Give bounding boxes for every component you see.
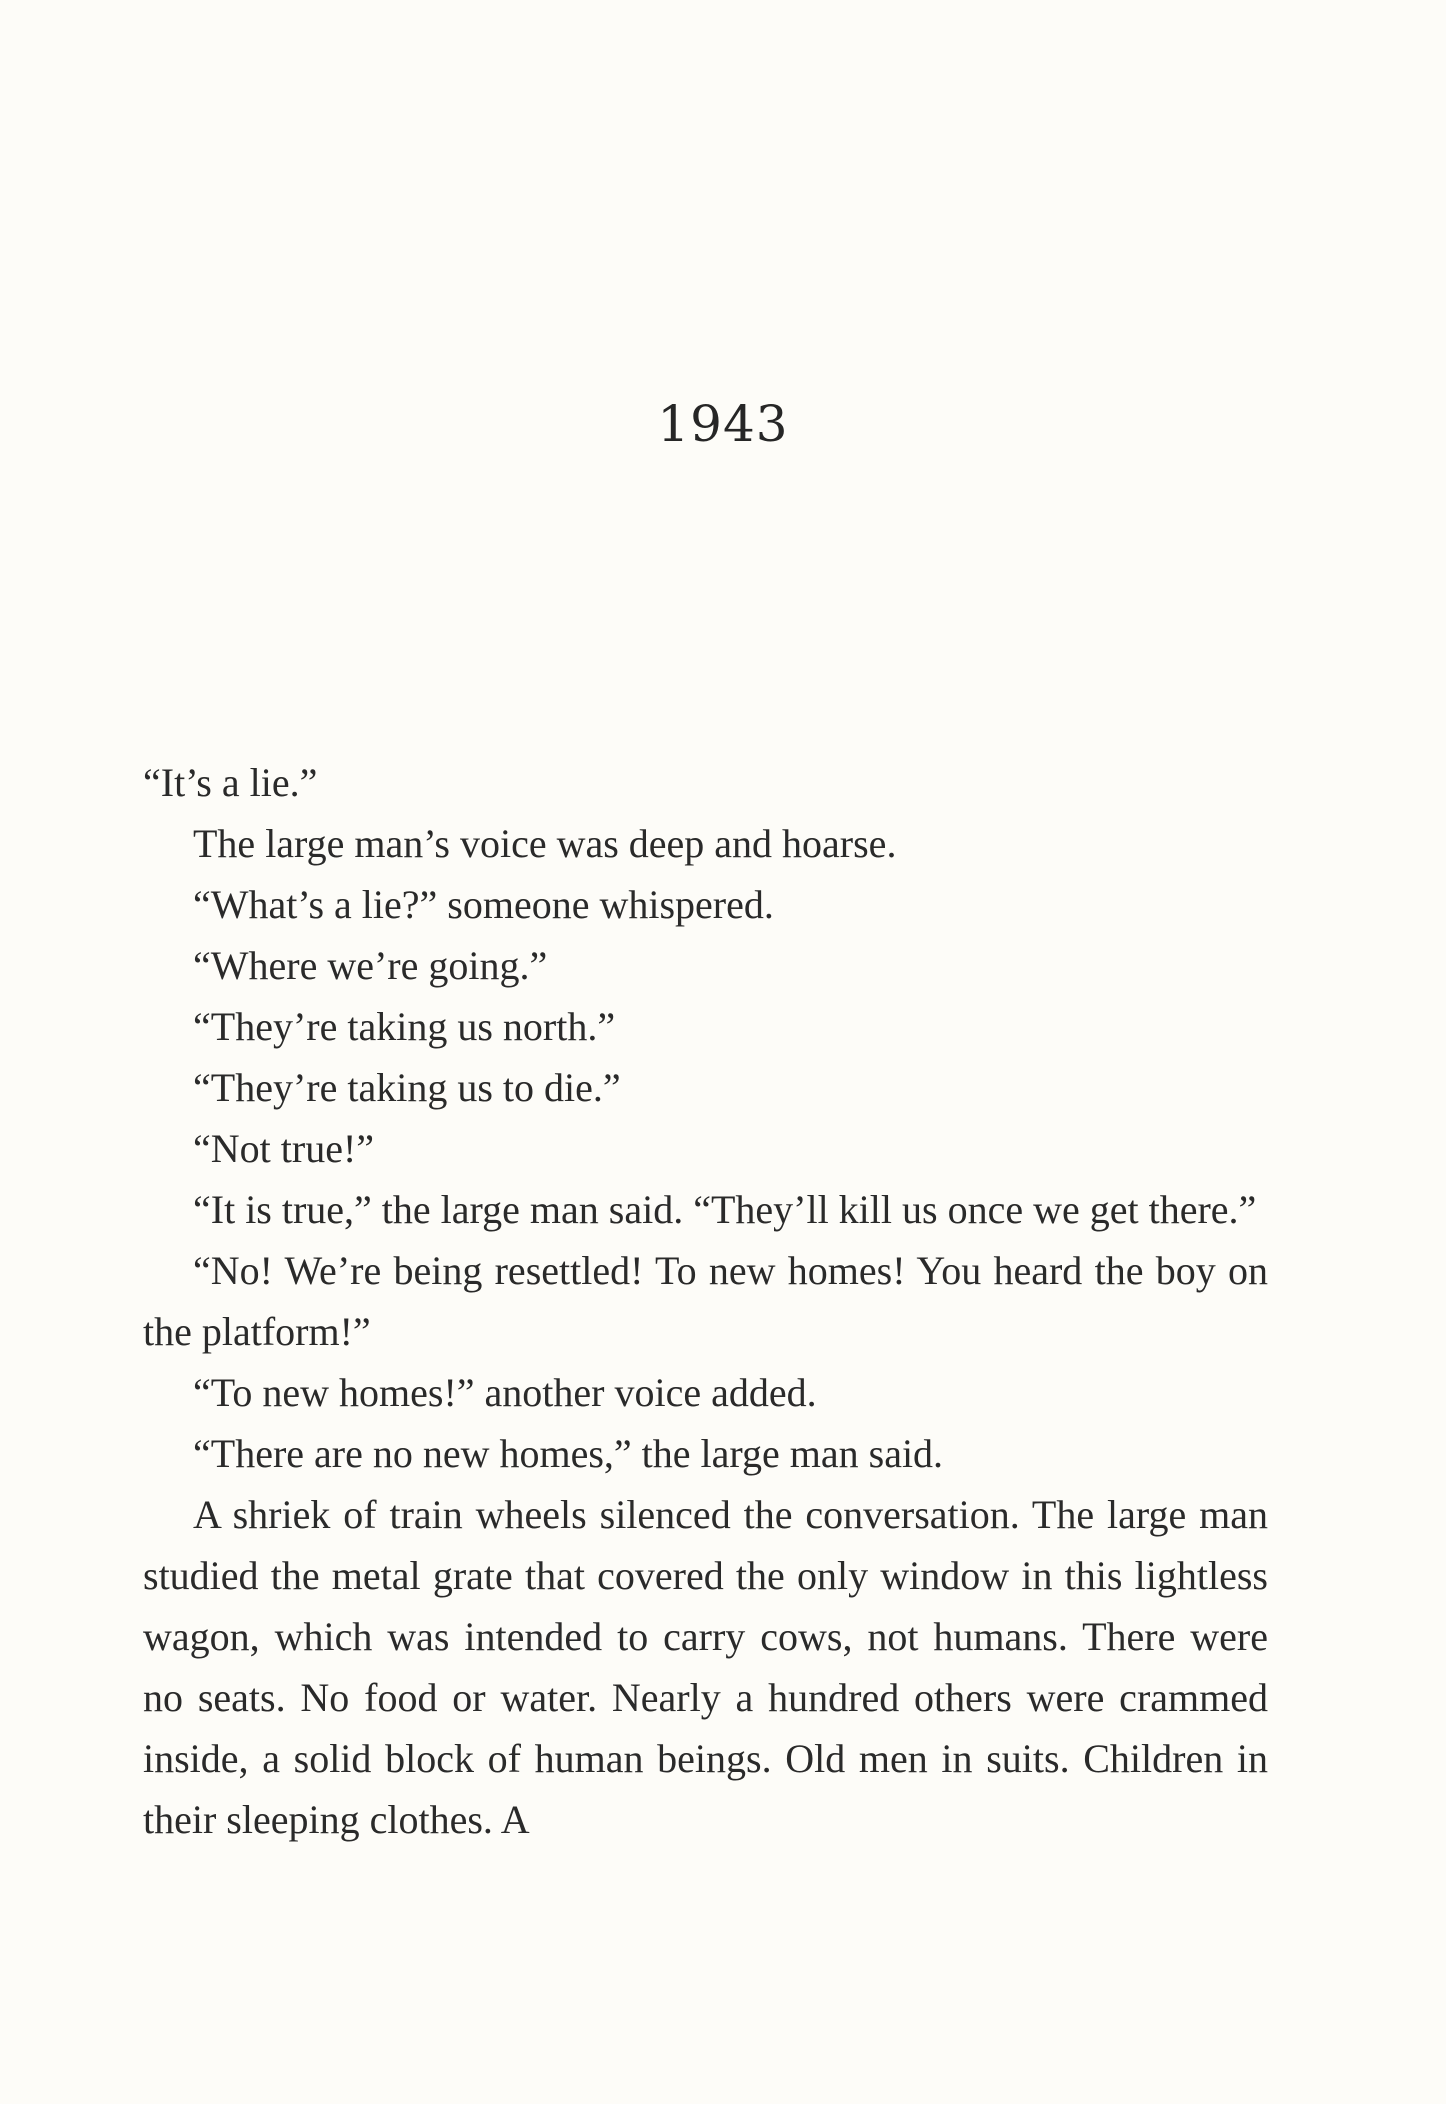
- paragraph: “It’s a lie.”: [143, 760, 318, 805]
- paragraph: “Not true!”: [193, 1126, 375, 1171]
- paragraph: The large man’s voice was deep and hoarse.: [193, 821, 897, 866]
- paragraph: “There are no new homes,” the large man said.: [193, 1431, 944, 1476]
- chapter-heading: 1943: [657, 395, 789, 453]
- paragraph: “Where we’re going.”: [193, 943, 548, 988]
- paragraph: “No! We’re being resettled! To new homes! You heard the boy on the platform!”: [143, 1248, 1268, 1354]
- paragraph: “They’re taking us to die.”: [193, 1065, 621, 1110]
- paragraph: A shriek of train wheels silenced the conversation. The large man studied the metal grate that covered the only window in this lightless wagon, which was intended to carry cows, not humans. There were no seats. No food or water. Nearly a hundred others were crammed inside, a solid block of human beings. Old men in suits. Children in their sleeping clothes. A: [143, 1492, 1268, 1842]
- paragraph: “It is true,” the large man said. “They’ll kill us once we get there.”: [193, 1187, 1257, 1232]
- paragraph: “What’s a lie?” someone whispered.: [193, 882, 774, 927]
- paragraph: “They’re taking us north.”: [193, 1004, 616, 1049]
- paragraph: “To new homes!” another voice added.: [193, 1370, 817, 1415]
- chapter-body: [143, 752, 1268, 1850]
